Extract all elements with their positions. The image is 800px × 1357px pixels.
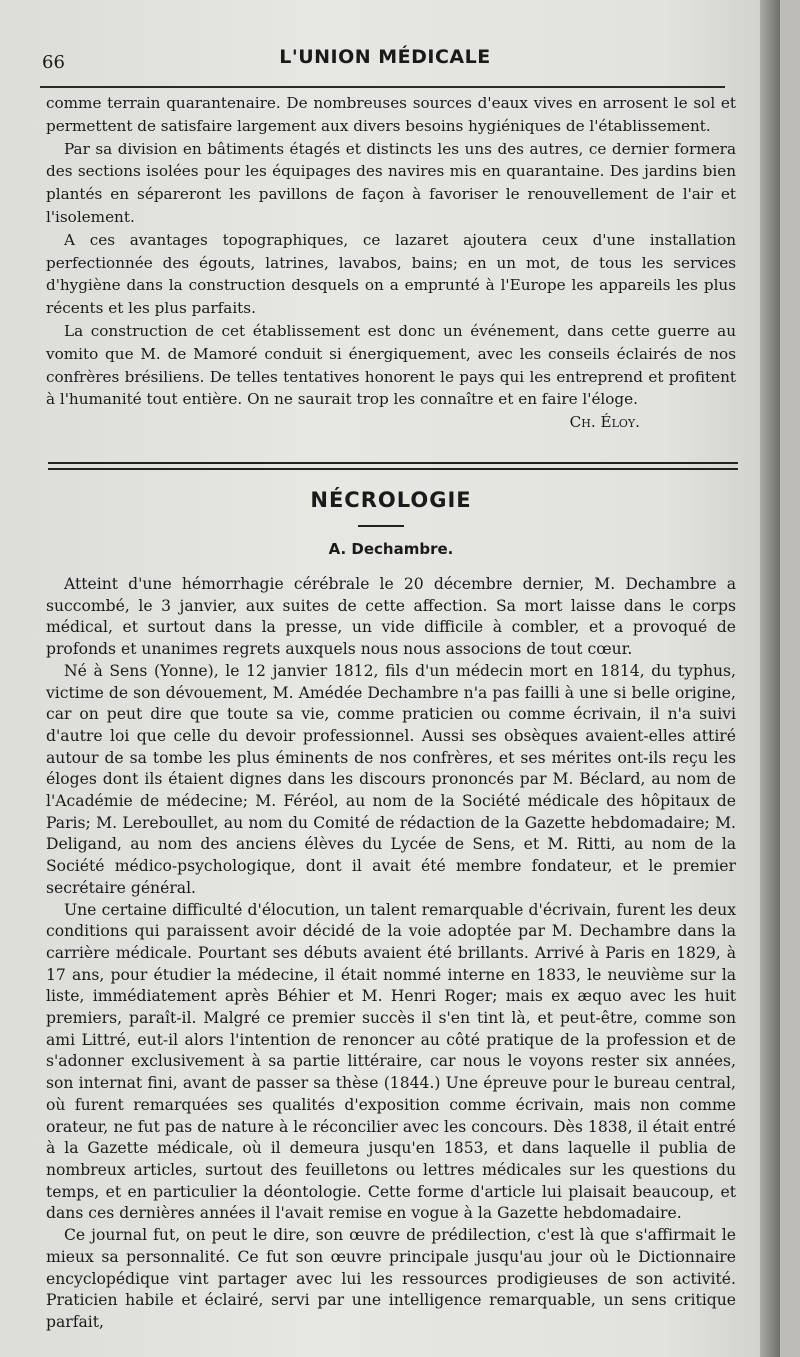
section-rule-bottom (48, 468, 738, 470)
paragraph: A ces avantages topographiques, ce lazaret ajoutera ceux d'une installation perfectionnée des égouts, latrines, lavabos, bains; en un mot, de tous les services d'hygiène dans la construction desquels on a emprunté à l'Europe les appareils les plus récents et les plus parfaits. (46, 230, 736, 318)
paragraph: Une certaine difficulté d'élocution, un talent remarquable d'écrivain, furent les deux conditions qui paraissent avoir décidé de la voie adoptée par M. Dechambre dans la carrière médicale. Pourtant ses débuts avaient été brillants. Arrivé à Paris en 1829, à 17 ans, pour étudier la médecine, il était nommé interne en 1833, le neuvième sur la liste, immédiatement après Béhier et M. Henri Roger; mais ex æquo avec les huit premiers, paraît-il. Malgré ce premier succès il s'en tint là, et peut-être, comme son ami Littré, eut-il alors l'intention de renoncer au côté pratique de la profession et de s'adonner exclusivement à sa partie littéraire, car nous le voyons rester six années, son internat fini, avant de passer sa thèse (1844.) Une épreuve pour le bureau central, où furent remarquées ses qualités d'exposition comme écrivain, mais non comme orateur, ne fut pas de nature à le réconcilier avec les concours. Dès 1838, il était entré à la Gazette médicale, où il demeura jusqu'en 1853, et dans laquelle il publia de nombreux articles, surtout des feuilletons ou lettres médicales sur les questions du temps, et en particulier la déontologie. Cette forme d'article lui plaisait beaucoup, et dans ces dernières années il l'avait remise en vogue à la Gazette hebdomadaire. (46, 900, 736, 1223)
paragraph: Né à Sens (Yonne), le 12 janvier 1812, fils d'un médecin mort en 1814, du typhus, victime de son dévouement, M. Amédée Dechambre n'a pas failli à une si belle origine, car on peut dire que toute sa vie, comme praticien ou comme écrivain, il n'a suivi d'autre loi que celle du devoir professionnel. Aussi ses obsèques avaient-elles attiré autour de sa tombe les plus éminents de nos confrères, et ses mérites ont-ils reçu les éloges dont ils étaient dignes dans les discours prononcés par M. Béclard, au nom de l'Académie de médecine; M. Féréol, au nom de la Société médicale des hôpitaux de Paris; M. Lereboullet, au nom du Comité de rédaction de la Gazette hebdomadaire; M. Deligand, au nom des anciens élèves du Lycée de Sens, et M. Ritti, au nom de la Société médico-psychologique, dont il avait été membre fondateur, et le premier secrétaire général. (46, 661, 736, 897)
paragraph: Ce journal fut, on peut le dire, son œuvre de prédilection, c'est là que s'affirmait le mieux sa personnalité. Ce fut son œuvre principale jusqu'au jour où le Dictionnaire encyclopédique vint partager avec lui les ressources prodigieuses de son activité. Praticien habile et éclairé, servi par une intelligence remarquable, un sens critique parfait, (46, 1226, 736, 1331)
paragraph: comme terrain quarantenaire. De nombreuses sources d'eaux vives en arrosent le sol et permettent de satisfaire largement aux divers besoins hygiéniques de l'établissement. (46, 94, 736, 135)
paragraph: Par sa division en bâtiments étagés et distincts les uns des autres, ce dernier formera des sections isolées pour les équipages des navires mis en quarantaine. Des jardins bien plantés en sépareront les pavillons de façon à favoriser le renouvellement de l'air et l'isolement. (46, 139, 736, 226)
section-title: NÉCROLOGIE (310, 488, 472, 512)
title-rule (358, 525, 404, 527)
paragraph: La construction de cet établissement est donc un événement, dans cette guerre au vomito que M. de Mamoré conduit si énergiquement, avec les conseils éclairés de nos confrères brésiliens. De telles tentatives honorent le pays qui les entreprend et profitent à l'humanité tout entière. On ne saurait trop les connaître et en faire l'éloge. (46, 321, 736, 409)
obituary-subject: A. Dechambre. (328, 540, 454, 558)
page-edge-shadow (760, 0, 780, 1357)
obituary-body (46, 574, 736, 1334)
running-title: L'UNION MÉDICALE (279, 46, 491, 68)
section-rule-top (48, 462, 738, 464)
signature (46, 411, 736, 433)
page-number: 66 (42, 52, 65, 73)
page-header (40, 44, 730, 74)
paragraph: Atteint d'une hémorrhagie cérébrale le 20 décembre dernier, M. Dechambre a succombé, le 3 janvier, aux suites de cette affection. Sa mort laisse dans le corps médical, et surtout dans la presse, un vide difficile à combler, et a provoqué de profonds et unanimes regrets auxquels nous nous associons de tout cœur. (46, 575, 736, 659)
signature-text: Ch. Éloy. (569, 413, 640, 432)
header-rule (40, 86, 725, 88)
top-article (46, 92, 736, 433)
